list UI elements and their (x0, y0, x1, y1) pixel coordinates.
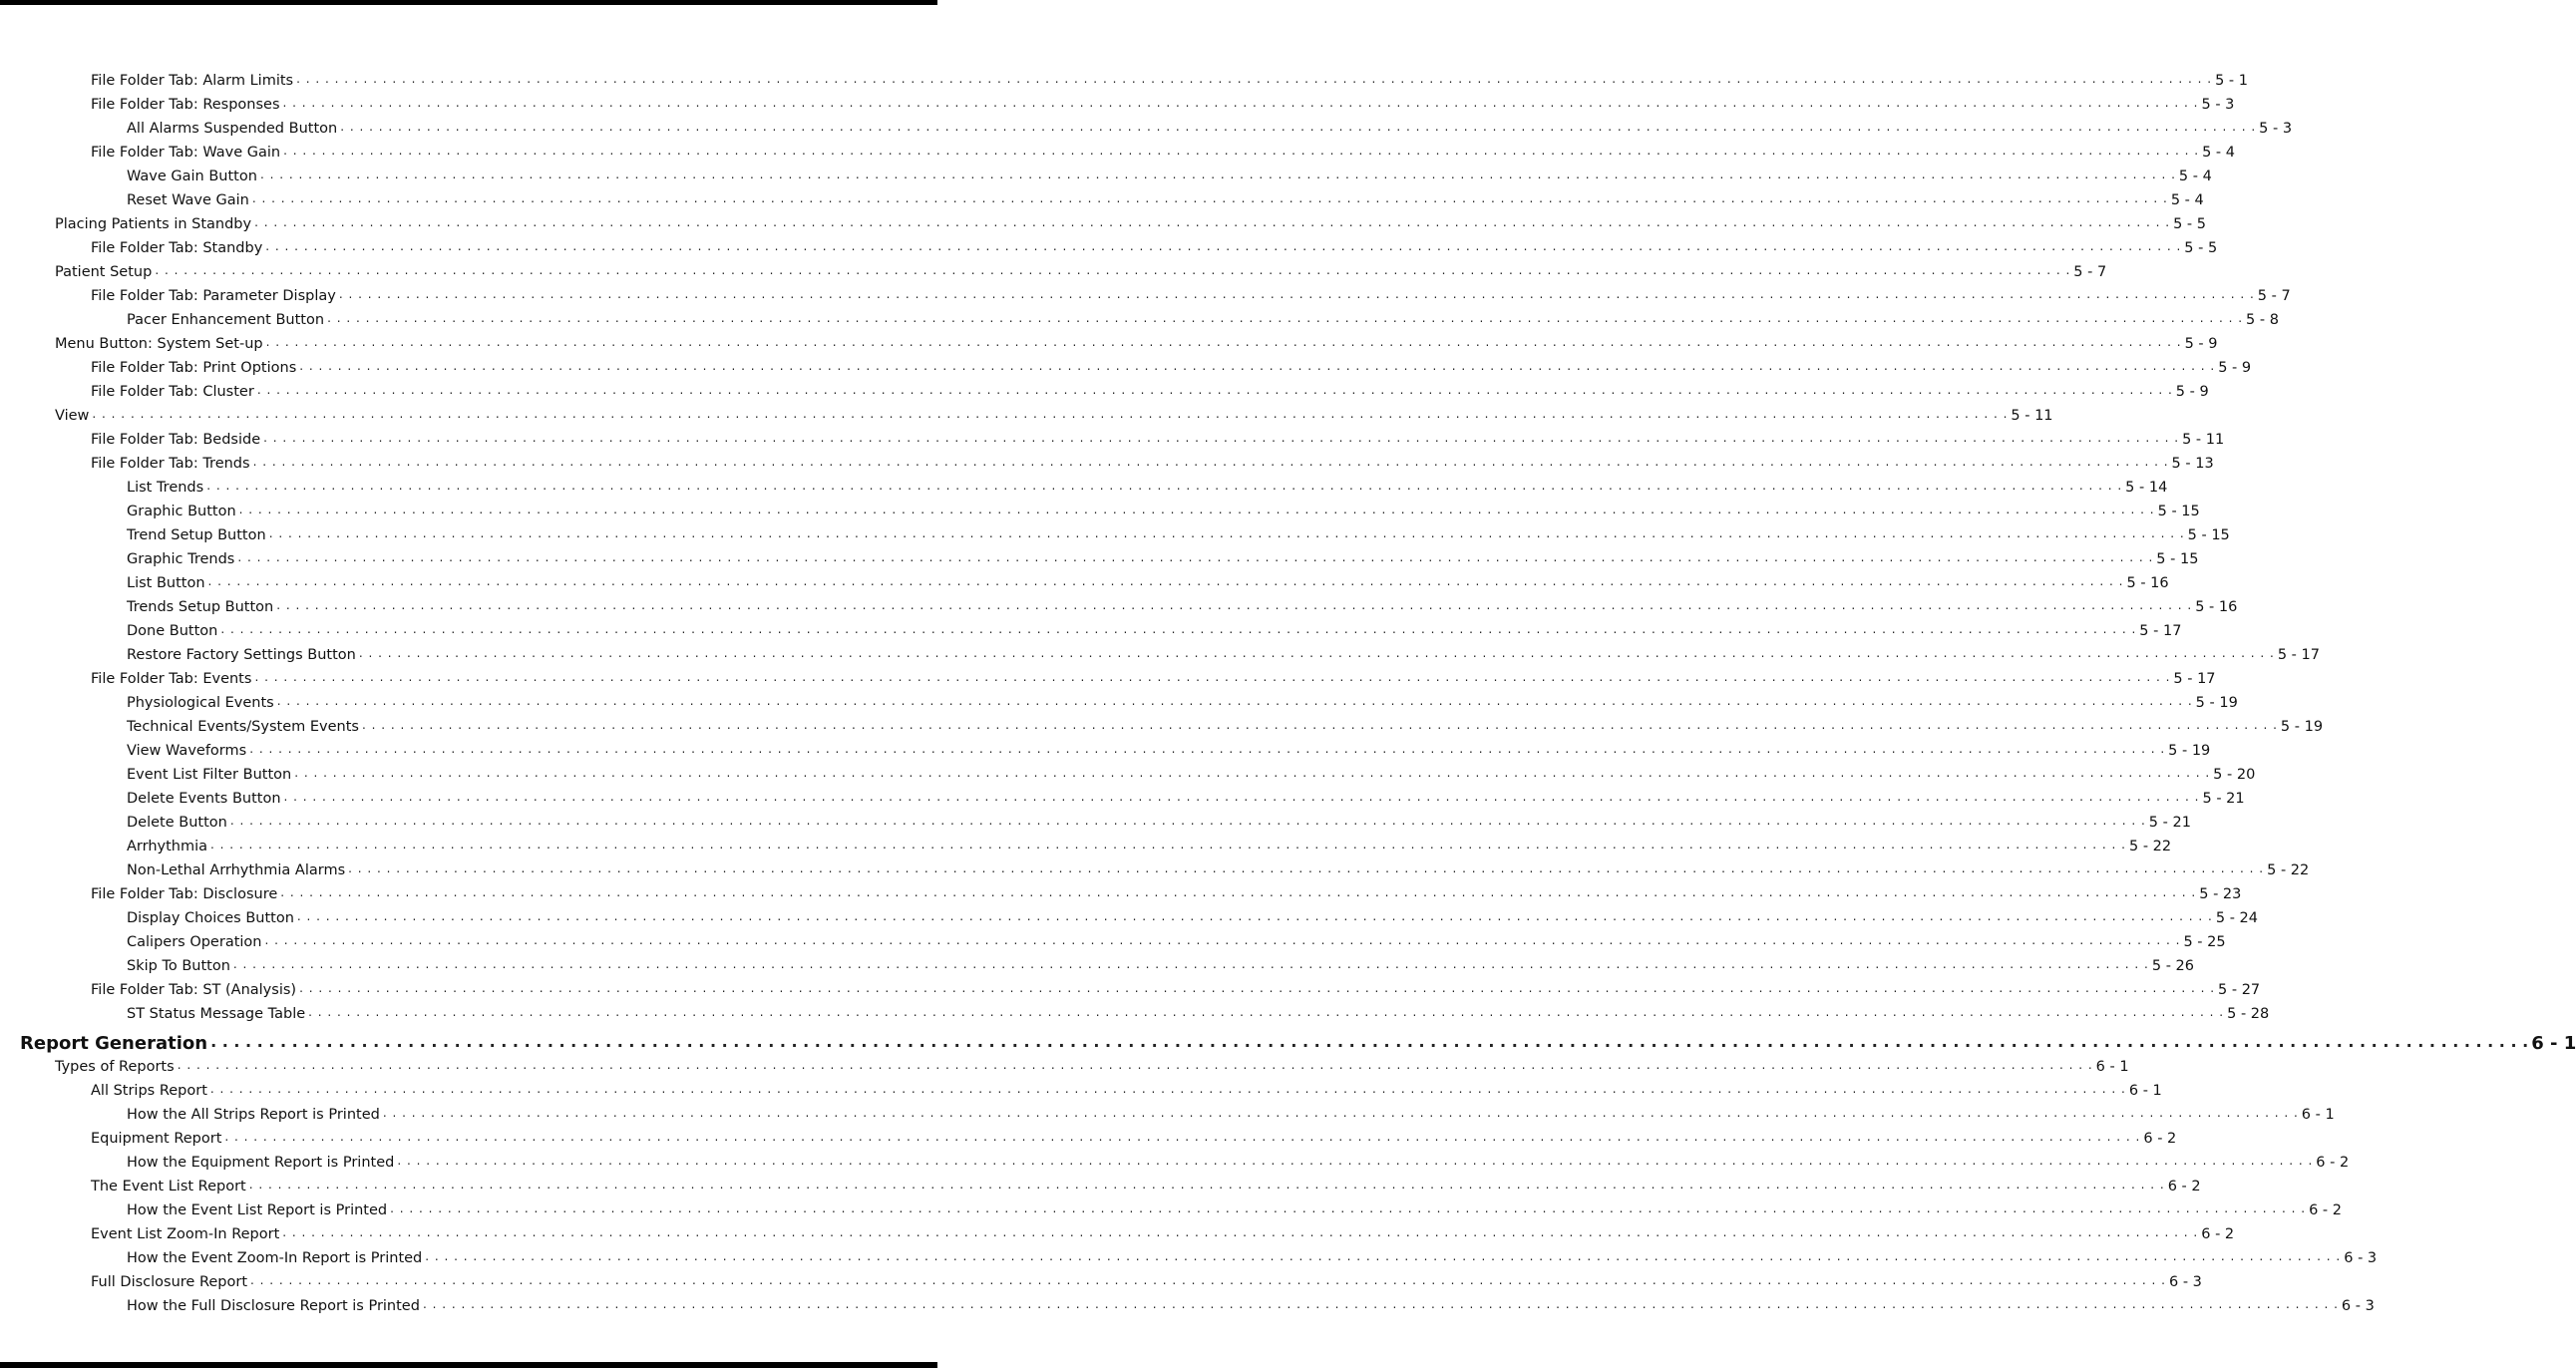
toc-entry-page: 6 - 2 (2309, 1202, 2342, 1218)
toc-entry-page: 5 - 22 (2267, 862, 2310, 878)
toc-entry[interactable] (0, 1243, 2378, 1267)
toc-entry-page: 5 - 22 (2129, 839, 2172, 855)
toc-entry-page: 5 - 5 (2173, 216, 2206, 232)
toc-entry-page: 6 - 1 (2531, 1033, 2576, 1054)
toc-leader-dots: . . . . . . . . . . . . . . . . . . . . . . . . . . . . . . . . . . . . . . . . . . . . . . . . . . . . . . . . . . . . . . . . . . . . . . . . . . . . . . . . . . . . . . . . . . . . . . . . . . . . . . . . . . . . . . . . . . . . . . . . . . . . . . . . . . . . . . . . . . . . . . . . . . . . . . . . . . . . . . . . . . . . . . . . . . . . . . . . . . . . . . . . . . . . . . . . . . . . . . . . (276, 694, 2193, 708)
toc-entry-title: Calipers Operation (127, 934, 264, 951)
toc-leader-dots: . . . . . . . . . . . . . . . . . . . . . . . . . . . . . . . . . . . . . . . . . . . . . . . . . . . . . . . . . . . . . . . . . . . . . . . . . . . . . . . . . . . . . . . . . . . . . . . . . . . . . . . . . . . . . . . . . . . . . . . . . . . . . . . . . . . . . . . . . . . . . . . . . . . . . . . . . . . . . . . . . . . . . . . . . . . . . . . . . . . . . . . . . . . . . . . . . . . . . . . . (283, 144, 2200, 158)
toc-entry-page: 5 - 8 (2246, 312, 2279, 328)
toc-leader-dots: . . . . . . . . . . . . . . . . . . . . . . . . . . . . . . . . . . . . . . . . . . . . . . . . . . . . . . . . . . . . . . . . . . . . . . . . . . . . . . . . . . . . . . . . . . . . . . . . . . . . . . . . . . . . . . . . . . . . . . . . . . . . . . . . . . . . . . . . . . . . . . . . . . . . . . . . . . . . . . . . . . . . . . . . . . . . . . . . . . . . . . . . . . . . . . . . . . . . . . . . (232, 957, 2149, 971)
toc-entry-title: Report Generation (20, 1035, 210, 1052)
toc-leader-dots: . . . . . . . . . . . . . . . . . . . . . . . . . . . . . . . . . . . . . . . . . . . . . . . . . . . . . . . . . . . . . . . . . . . . . . . . . . . . . . . . . . . . . . . . . . . . . . . . . . . . . . . . . . . . . . . . . . . . . . . . . . . . . . . . . . . . . . . . . . . . . . . . . . . . . . . . . . . . . . . . . . . . . . . . . . . . . . . . . . . . . . . . . . . . . . . . . . . . . . . . (340, 120, 2257, 134)
toc-entry[interactable] (0, 784, 2245, 808)
toc-entry[interactable] (0, 377, 2209, 401)
toc-leader-dots: . . . . . . . . . . . . . . . . . . . . . . . . . . . . . . . . . . . . . . . . . . . . . . . . . . . . . . . . . . . . . . . . . . . . . . . . . . . . . . . . . . . . . . . . . . . . . . . . . . . . . . . . . . . . . . . . . . . . . . . . . . . . . . . . . . . . . . . . . . . . . . . . . . . . . . . . . . . . . . . . . . . . . . . . . . . . . . . . . . . . . . . . . . . . . . . . . . . . . . . . (397, 1154, 2314, 1168)
toc-entry-page: 5 - 28 (2227, 1006, 2270, 1022)
toc-entry-title: File Folder Tab: Parameter Display (91, 288, 339, 305)
toc-leader-dots: . . . . . . . . . . . . . . . . . . . . . . . . . . . . . . . . . . . . . . . . . . . . . . . . . . . . . . . . . . . . . . . . . . . . . . . . . . . . . . . . . . . . . . . . . . . . . . . . . . . . . . . . . . . . . . . . . . . . . . . . . . . . . . . . . . . . . . . . . . . . . . . . . . . . . . . . . . . . . . . . . . . . . . . . . . . . . . . . . . . . . . . . . . . . . . . . . . . . . . . . (422, 1297, 2339, 1311)
toc-entry-page: 6 - 2 (2201, 1226, 2235, 1242)
toc-entry[interactable] (0, 1052, 2129, 1076)
toc-entry[interactable] (0, 688, 2238, 712)
toc-entry-title: File Folder Tab: Standby (91, 240, 265, 257)
toc-entry-page: 6 - 2 (2316, 1155, 2350, 1171)
toc-entry[interactable] (0, 760, 2256, 784)
toc-entry-title: Pacer Enhancement Button (127, 312, 327, 329)
toc-entry-title: Arrhythmia (127, 839, 210, 855)
toc-leader-dots: . . . . . . . . . . . . . . . . . . . . . . . . . . . . . . . . . . . . . . . . . . . . . . . . . . . . . . . . . . . . . . . . . . . . . . . . . . . . . . . . . . . . . . . . . . . . . . . . . . . . . . . . . . . . . . . . . . . . . . . . . . . . . . . . . . . . . . . . . . . . . . . . . . . . . . . . . . . . . . . . . . . . . . . . . . . . . . . . . . . . . . . . . . . . . . . . . . . . . . . . (256, 383, 2173, 397)
toc-entry[interactable] (0, 114, 2293, 138)
toc-entry-title: How the Event Zoom-In Report is Printed (127, 1250, 425, 1267)
toc-entry-page: 5 - 15 (2187, 527, 2230, 543)
toc-entry-title: Trends Setup Button (127, 599, 276, 616)
toc-leader-dots: . . . . . . . . . . . . . . . . . . . . . . . . . . . . . . . . . . . . . . . . . . . . . . . . . . . . . . . . . . . . . . . . . . . . . . . . . . . . . . . . . . . . . . . . . . . . . . . . . . . . . . . . . . . . . . . . . . . . . . . . . . . . . . . . . . . . . . . . . . . . . . . . . . . . . . . . . . . . . . . . . . . . . . . . . . . . . . . . . . . . . . . . . . . . . . . . . . . . . . . . (238, 503, 2155, 516)
toc-entry-title: File Folder Tab: ST (Analysis) (91, 982, 299, 999)
toc-leader-dots: . . . . . . . . . . . . . . . . . . . . . . . . . . . . . . . . . . . . . . . . . . . . . . . . . . . . . . . . . . . . . . . . . . . . . . . . . . . . . . . . . . . . . . . . . . . . . . . . . . . . . . . . . . . . . . . . . . . . . . . . . . . . . . . . . . . . . . . . . . . . . . . . . . . . . . . . . . . . . . . . . . . . . . . . . . . . . . . . . . . . . . . . . . . . . . . . . . . . . . . . (299, 359, 2216, 373)
toc-leader-dots: . . . . . . . . . . . . . . . . . . . . . . . . . . . . . . . . . . . . . . . . . . . . . . . . . . . . . . . . . . . . . . . . . . . . . . . . . . . . . . . . . . . . . . . . . . . . . . . . . . . . . . . . . . . . . . . . . . . . . . . . . . . . . . . . . . . . . . . . . . . . . . . . . . . . . . . . . . . . . . . . . . . . . . . . . . . . . . . . . . . . . . . . . . . . . . . . . . . . . . . . (254, 215, 2171, 229)
toc-entry[interactable] (0, 353, 2252, 377)
toc-leader-dots: . . . . . . . . . . . . . . . . . . . . . . . . . . . . . . . . . . . . . . . . . . . . . . . . . . . . . . . . . . . . . . . . . . . . . . . . . . . . . . . . . . . . . . . . . . . . . . . . . . . . . . . . . . . . . . . . . . . . . . . . . . . . . . . . . . . . . . . . . . . . . . . . . . . . . . . . . . . . . . . . . . . . . . . . . . . . . . . . . . . . . . . . . . . . . . . . . . . . . . . . (338, 287, 2255, 301)
toc-leader-dots: . . . . . . . . . . . . . . . . . . . . . . . . . . . . . . . . . . . . . . . . . . . . . . . . . . . . . . . . . . . . . . . . . . . . . . . . . . . . . . . . . . . . . . . . . . . . . . . . . . . . . . . . . . . . . . . . . . . . . . . . . . . . . . . . . . . . . . . . . . . . . . . . . . . . . . . . . . . . . . . . . . . . . . . . . . . . . . . . . . . . . . . . . . . . . . . . . . . . . . . . (308, 1005, 2225, 1019)
toc-leader-dots: . . . . . . . . . . . . . . . . . . . . . . . . . . . . . . . . . . . . . . . . . . . . . . . . . . . . . . . . . . . . . . . . . . . . . . . . . . . . . . . . . . . . . . . . . . . . . . . . . . . . . . . . . . . . . . . . . . . . . . . . . . . . . . . . . . . . . . . . . . . . . . . . . . . . . . . . . . . . . . . . . . . . . . . . . . . . . . . . . . . . . . . . . . . . . . . . . . . . . . . . (206, 479, 2123, 493)
toc-entry-page: 5 - 4 (2202, 145, 2235, 161)
toc-entry[interactable] (0, 425, 2225, 449)
toc-entry-title: List Button (127, 575, 208, 592)
toc-leader-dots: . . . . . . . . . . . . . . . . . . . . . . . . . . . . . . . . . . . . . . . . . . . . . . . . . . . . . . . . . . . . . . . . . . . . . . . . . . . . . . . . . . . . . . . . . . . . . . . . . . . . . . . . . . . . . . . . . . . . . . . . . . . . . . . . . . . . . . . . . . . . . . . . . . . . . . . . . . . . . . . . . . . . . . . . . . . . . . . . . . . . . . . . . . . . . . . . . . . . . . . . (348, 861, 2265, 875)
toc-leader-dots: . . . . . . . . . . . . . . . . . . . . . . . . . . . . . . . . . . . . . . . . . . . . . . . . . . . . . . . . . . . . . . . . . . . . . . . . . . . . . . . . . . . . . . . . . . . . . . . . . . . . . . . . . . . . . . . . . . . . . . . . . . . . . . . . . . . . . . . . . . . . . . . . . . . . . . . . . . . . . . . . . . . . . . . . . . . . . . . . . . . . . . . . . . . . . . . . . . . . . . . . (296, 72, 2213, 86)
bottom-rule (0, 1362, 937, 1368)
toc-entry-page: 6 - 3 (2168, 1274, 2202, 1290)
toc-entry-page: 5 - 19 (2280, 719, 2324, 735)
toc-entry-title: The Event List Report (91, 1179, 249, 1196)
toc-leader-dots: . . . . . . . . . . . . . . . . . . . . . . . . . . . . . . . . . . . . . . . . . . . . . . . . . . . . . . . . . . . . . . . . . . . . . . . . . . . . . . . . . . . . . . . . . . . . . . . . . . . . . . . . . . . . . . . . . . . . . . . . . . . . . . . . . . . . . . . . . . . . . . . . . . . . . . . . . . . . . . . . . . . . . . . . . . . . . . . . . . . . . . . . . . . . . . . . . . . . . . . . (254, 670, 2171, 684)
toc-entry-title: Graphic Trends (127, 551, 237, 568)
toc-entry-title: File Folder Tab: Responses (91, 97, 283, 114)
toc-leader-dots: . . . . . . . . . . . . . . . . . . . . . . . . . . . . . . . . . . . . . . . . . . . . . . . . . . . . . . . . . . . . . . . . . . . . . . . . . . . . . . . . . . . . . . . . . . . . . . . . . . . . . . . . . . . . . . . . . . . . . . . . . . . . . . . . . . . . . . . . . . . . . . . . . . . . . . . . . . . . . . . . . . . . . . . . . . . . . . . . . . . . . . . . . . . . . . . . . . . . . . . . (361, 718, 2278, 732)
toc-leader-dots: . . . . . . . . . . . . . . . . . . . . . . . . . . . . . . . . . . . . . . . . . . . . . . . . . . . . . . . . . . . . . . . . . . . . . . . . . . . . . . . . . . . . . . . . . . . . . . . . . . . . . . . . . . . . . . . . . . . . . . . . . . . . . . . . . . . . . . . . . . . . . . . . . . . . . . . . . . . . . . . . . . . . . . . . . . . . . . . . . . . . . . . . . . . . . . . . . . . . . . . . (282, 96, 2199, 110)
toc-entry[interactable] (0, 185, 2204, 209)
toc-entry[interactable] (0, 927, 2226, 951)
toc-entry-page: 5 - 3 (2201, 97, 2235, 113)
toc-entry-page: 6 - 3 (2341, 1298, 2375, 1314)
toc-entry-title: Event List Zoom-In Report (91, 1226, 282, 1243)
toc-entry-page: 5 - 3 (2259, 121, 2293, 137)
toc-entry-page: 5 - 25 (2183, 934, 2226, 950)
toc-leader-dots: . . . . . . . . . . . . . . . . . . . . . . . . . . . . . . . . . . . . . . . . . . . . . . . . . . . . . . . . . . . . . . . . . . . . . . . . . . . . . . . . . . . . . . . . . . . . . . . . . . . . . . . . . . . . . . . . . . . . . . . . . . . . . . . . . . . . . . . . . . . . . . . . . . . . . . . . . . . . . . . . . . . . . . . . . . . . . . . . . . . . . . . . . . . . . . . . . . . . . . . . (155, 263, 2071, 277)
toc-entry-page: 6 - 1 (2301, 1107, 2335, 1123)
toc-entry-title: All Strips Report (91, 1083, 210, 1100)
toc-leader-dots: . . . . . . . . . . . . . . . . . . . . . . . . . . . . . . . . . . . . . . . . . . . . . . . . . . . . . . . . . . . . . . . . . . . . . . . . . . . . . . . . . . . . . . . . . . . . . . . . . . . . . . . . . . . . . . . . . . . . . . . . . . . . . . . . . . . . . . . . . . . . . . . . . . . . . . . . . . . . . . . . . . . . . . . . . . . . . . . . . . . . . . . . . . . . . . . . . . . . . . . . (207, 574, 2124, 588)
toc-entry-page: 5 - 20 (2213, 767, 2256, 783)
toc-entry[interactable] (0, 233, 2218, 257)
toc-entry[interactable] (0, 473, 2168, 497)
toc-leader-dots: . . . . . . . . . . . . . . . . . . . . . . . . . . . . . . . . . . . . . . . . . . . . . . . . . . . . . . . . . . . . . . . . . . . . . . . . . . . . . . . . . . . . . . . . . . . . . . . . . . . . . . . . . . . . . . . . . . . . . . . . . . . . . . . . . . . . . . . . . . . . . . . . . . . . . . . . . . . . . . . . . . . . . . . . . . . . . . . . . . . . . . . . . . . . . . . . . . . . . . . . (237, 550, 2154, 564)
toc-leader-dots: . . . . . . . . . . . . . . . . . . . . . . . . . . . . . . . . . . . . . . . . . . . . . . . . . . . . . . . . . . . . . . . . . . . . . . . . . . . . . . . . . . . . . . . . . . . . . . . . . . . . . . . . . . . . . . . . . . . . . . . . . . . . . . . . . . . . . . . . . . . . . . . . . . . . . . . . . . . . . . . . . . . . . . . . . . . . . . . . . . . . . . . . . . . . . . . . . . . . . . . . (425, 1249, 2342, 1263)
toc-entry-title: Technical Events/System Events (127, 719, 362, 736)
toc-entry-title: File Folder Tab: Events (91, 671, 254, 688)
toc-entry-title: Physiological Events (127, 695, 277, 712)
toc-entry[interactable] (0, 832, 2172, 855)
toc-entry-page: 5 - 24 (2215, 910, 2259, 926)
toc-entry-page: 5 - 19 (2195, 695, 2238, 711)
toc-entry-title: Done Button (127, 623, 220, 640)
toc-leader-dots: . . . . . . . . . . . . . . . . . . . . . . . . . . . . . . . . . . . . . . . . . . . . . . . . . . . . . . . . . . . . . . . . . . . . . . . . . . . . . . . . . . . . . . . . . . . . . . . . . . . . . . . . . . . . . . . . . . . . . . . . . . . . . . . . . . . . . . . . . . . . . . . . . . . . . . . . . . . . . . . . . . . . . . . . . . . . . . . . . . . . . . . . . . . . . . . . . . . . . . . . (177, 1058, 2093, 1072)
toc-entry-page: 5 - 13 (2171, 456, 2214, 472)
toc-entry-title: How the Full Disclosure Report is Printed (127, 1298, 423, 1315)
toc-entry-page: 5 - 17 (2139, 623, 2182, 639)
toc-entry-title: Patient Setup (55, 264, 155, 281)
toc-entry[interactable] (0, 138, 2235, 162)
toc-entry[interactable] (0, 951, 2194, 975)
toc-entry-page: 5 - 16 (2126, 575, 2169, 591)
toc-entry-page: 5 - 4 (2178, 169, 2212, 184)
toc-entry[interactable] (0, 401, 2053, 425)
toc-entry-page: 5 - 9 (2218, 360, 2252, 376)
toc-entry-title: Equipment Report (91, 1131, 224, 1148)
toc-leader-dots: . . . . . . . . . . . . . . . . . . . . . . . . . . . . . . . . . . . . . . . . . . . . . . . . . . . . . . . . . . . . . . . . . . . . . . . . . . . . . . . . . . . . . . . . . . . . . . . . . . . . . . . . . . . . . . . . . . . . . . . . . . . . . . . . . . . . . . . . . . . . . . . . . . . . . . . . . . . . . . . . . . . . . . . . . . . . . . . . . . . . . . . . . . . . . . . . . . . . . . . . (296, 909, 2213, 923)
toc-leader-dots: . . . . . . . . . . . . . . . . . . . . . . . . . . . . . . . . . . . . . . . . . . . . . . . . . . . . . . . . . . . . . . . . . . . . . . . . . . . . . . . . . . . . . . . . . . . . . . . . . . . . . . . . . . . . . . . . . . . . . . . . . . . . . . . . . . . . . . . . . . . . . . . . . . . . . . . . . . . . . . . . . . . . . . . . . . . . . . . . . . . . . . . . . . . . . . . . . . . . . . . . (268, 526, 2185, 540)
toc-entry[interactable] (0, 879, 2242, 903)
toc-entry-title: Full Disclosure Report (91, 1274, 250, 1291)
toc-entry[interactable] (0, 592, 2238, 616)
toc-entry[interactable] (0, 736, 2211, 760)
toc-entry-title: File Folder Tab: Bedside (91, 432, 263, 449)
toc-entry-page: 5 - 14 (2125, 480, 2168, 496)
toc-entry[interactable] (0, 544, 2199, 568)
toc-entry-title: Event List Filter Button (127, 767, 294, 784)
toc-entry-page: 5 - 1 (2215, 73, 2248, 89)
toc-entry-title: File Folder Tab: Wave Gain (91, 145, 283, 162)
toc-entry[interactable] (0, 449, 2214, 473)
toc-leader-dots: . . . . . . . . . . . . . . . . . . . . . . . . . . . . . . . . . . . . . . . . . . . . . . . . . . . . . . . . . . . . . . . . . . . . . . . . . . . . . . . . . . . . . . . . . . . . . . . . . . . . . . . . . . . . . . . . . . . . . . . . . . . . . . . . . . . . . . . . . . . . . . . . . . . . . . . . . . . . . . . . . . . . . . . . . . . . . . . . . . . . . . . . . . . . . . . . . . . . . . . . (252, 455, 2169, 469)
toc-entry-page: 5 - 9 (2175, 384, 2209, 400)
toc-entry-page: 5 - 16 (2195, 599, 2238, 615)
toc-entry-page: 5 - 21 (2148, 815, 2191, 831)
toc-entry-page: 5 - 17 (2173, 671, 2216, 687)
toc-entry-title: File Folder Tab: Print Options (91, 360, 299, 377)
toc-entry-title: How the Equipment Report is Printed (127, 1155, 397, 1172)
toc-entry[interactable] (0, 808, 2191, 832)
toc-entry-title: List Trends (127, 480, 206, 497)
toc-entry-title: Wave Gain Button (127, 169, 260, 185)
toc-leader-dots: . . . . . . . . . . . . . . . . . . . . . . . . . . . . . . . . . . . . . . . . . . . . . . . . . . . . . . . . . . . . . . . . . . . . . . . . . . . . . . . . . . . . . . . . . . . . . . . . . . . . . . . . . . . . . . . . . . . . . . . . . . . . . . . . . . . . . . . . . . . . . . . . . . . . . . . . . . . . . . . . . . . . . . . . . . . . . . . . . . . . . . . . . . . . . . . . . . . . . . . . (209, 1082, 2126, 1096)
toc-entry[interactable] (0, 305, 2279, 329)
toc-entry-page: 6 - 3 (2344, 1250, 2378, 1266)
toc-entry-title: Graphic Button (127, 504, 239, 520)
toc-entry-title: ST Status Message Table (127, 1006, 308, 1023)
toc-entry-page: 5 - 9 (2184, 336, 2218, 352)
toc-entry-title: File Folder Tab: Disclosure (91, 886, 280, 903)
toc-leader-dots: . . . . . . . . . . . . . . . . . . . . . . . . . . . . . . . . . . . . . . . . . . . . . . . . . . . . . . . . . . . . . . . . . . . . . . . . . . . . . . . . . . . . . . . . . . . . . . . . . . . . . . . . . . . . . . . . . . . . . . . . . . . . . . . . . . . . . . . . . . . . . . . . . . . . . . . . . . . . . . . . . . . . . . . . . . . . . . . . . . . . . . . . . . . . . . . . . . . . . . . . (276, 598, 2193, 612)
toc-entry-page: 6 - 1 (2128, 1083, 2162, 1099)
toc-entry[interactable] (0, 1219, 2235, 1243)
toc-entry[interactable] (0, 66, 2248, 90)
toc-entry[interactable] (0, 497, 2200, 520)
toc-entry-page: 5 - 26 (2151, 958, 2194, 974)
toc-entry[interactable] (0, 1291, 2375, 1315)
toc-entry-title: File Folder Tab: Trends (91, 456, 253, 473)
toc-leader-dots: . . . . . . . . . . . . . . . . . . . . . . . . . . . . . . . . . . . . . . . . . . . . . . . . . . . . . . . . . . . . . . . . . . . . . . . . . . . . . . . . . . . . . . . . . . . . . . . . . . . . . . . . . . . . . . . . . . . . . . . . . . . . . . . . . . . . . . . . . . . . . . . . . . . . . . . . . . . . . . . . . . . . . . . . . . . . . . . . . . . . . . . . . . . . . . . . . . . . . . . . (210, 1032, 2529, 1051)
toc-leader-dots: . . . . . . . . . . . . . . . . . . . . . . . . . . . . . . . . . . . . . . . . . . . . . . . . . . . . . . . . . . . . . . . . . . . . . . . . . . . . . . . . . . . . . . . . . . . . . . . . . . . . . . . . . . . . . . . . . . . . . . . . . . . . . . . . . . . . . . . . . . . . . . . . . . . . . . . . . . . . . . . . . . . . . . . . . . . . . . . . . . . . . . . . . . . . . . . . . . . . . . . . (358, 646, 2275, 660)
toc-entry-page: 5 - 7 (2257, 288, 2291, 304)
toc-entry-title: Types of Reports (55, 1059, 178, 1076)
toc-entry-title: Display Choices Button (127, 910, 297, 927)
toc-entry-page: 6 - 1 (2095, 1059, 2129, 1075)
toc-entry[interactable] (0, 90, 2235, 114)
toc-entry[interactable] (0, 568, 2169, 592)
toc-entry[interactable] (0, 1076, 2162, 1100)
toc-leader-dots: . . . . . . . . . . . . . . . . . . . . . . . . . . . . . . . . . . . . . . . . . . . . . . . . . . . . . . . . . . . . . . . . . . . . . . . . . . . . . . . . . . . . . . . . . . . . . . . . . . . . . . . . . . . . . . . . . . . . . . . . . . . . . . . . . . . . . . . . . . . . . . . . . . . . . . . . . . . . . . . . . . . . . . . . . . . . . . . . . . . . . . . . . . . . . . . . . . . . . . . . (263, 431, 2180, 445)
toc-leader-dots: . . . . . . . . . . . . . . . . . . . . . . . . . . . . . . . . . . . . . . . . . . . . . . . . . . . . . . . . . . . . . . . . . . . . . . . . . . . . . . . . . . . . . . . . . . . . . . . . . . . . . . . . . . . . . . . . . . . . . . . . . . . . . . . . . . . . . . . . . . . . . . . . . . . . . . . . . . . . . . . . . . . . . . . . . . . . . . . . . . . . . . . . . . . . . . . . . . . . . . . . (282, 1225, 2199, 1239)
toc-entry[interactable] (0, 209, 2206, 233)
toc-entry-page: 5 - 11 (2011, 408, 2053, 424)
toc-leader-dots: . . . . . . . . . . . . . . . . . . . . . . . . . . . . . . . . . . . . . . . . . . . . . . . . . . . . . . . . . . . . . . . . . . . . . . . . . . . . . . . . . . . . . . . . . . . . . . . . . . . . . . . . . . . . . . . . . . . . . . . . . . . . . . . . . . . . . . . . . . . . . . . . . . . . . . . . . . . . . . . . . . . . . . . . . . . . . . . . . . . . . . . . . . . . . . . . . . . . . . . . (229, 814, 2146, 828)
toc-entry-title: View Waveforms (127, 743, 249, 760)
toc-entry-title: Skip To Button (127, 958, 233, 975)
toc-entry-title: File Folder Tab: Cluster (91, 384, 257, 401)
toc-leader-dots: . . . . . . . . . . . . . . . . . . . . . . . . . . . . . . . . . . . . . . . . . . . . . . . . . . . . . . . . . . . . . . . . . . . . . . . . . . . . . . . . . . . . . . . . . . . . . . . . . . . . . . . . . . . . . . . . . . . . . . . . . . . . . . . . . . . . . . . . . . . . . . . . . . . . . . . . . . . . . . . . . . . . . . . . . . . . . . . . . . . . . . . . . . . . . . . . . . . . . . . . (210, 838, 2126, 852)
toc-entry-page: 5 - 21 (2202, 791, 2245, 807)
toc-entry[interactable] (0, 329, 2218, 353)
toc-entry-page: 5 - 17 (2277, 647, 2320, 663)
toc-entry-page: 5 - 15 (2156, 551, 2199, 567)
toc-entry-page: 6 - 2 (2167, 1179, 2201, 1195)
toc-entry[interactable] (0, 999, 2270, 1023)
top-rule (0, 0, 937, 5)
toc-entry[interactable] (0, 855, 2310, 879)
toc-leader-dots: . . . . . . . . . . . . . . . . . . . . . . . . . . . . . . . . . . . . . . . . . . . . . . . . . . . . . . . . . . . . . . . . . . . . . . . . . . . . . . . . . . . . . . . . . . . . . . . . . . . . . . . . . . . . . . . . . . . . . . . . . . . . . . . . . . . . . . . . . . . . . . . . . . . . . . . . . . . . . . . . . . . . . . . . . . . . . . . . . . . . . . . . . . . . . . . . . . . . . . . . (249, 742, 2166, 756)
toc-leader-dots: . . . . . . . . . . . . . . . . . . . . . . . . . . . . . . . . . . . . . . . . . . . . . . . . . . . . . . . . . . . . . . . . . . . . . . . . . . . . . . . . . . . . . . . . . . . . . . . . . . . . . . . . . . . . . . . . . . . . . . . . . . . . . . . . . . . . . . . . . . . . . . . . . . . . . . . . . . . . . . . . . . . . . . . . . . . . . . . . . . . . . . . . . . . . . . . . . . . . . . . . (382, 1106, 2299, 1120)
toc-entry-page: 5 - 23 (2199, 886, 2242, 902)
toc-chapter-entry[interactable] (0, 1023, 2576, 1054)
toc-leader-dots: . . . . . . . . . . . . . . . . . . . . . . . . . . . . . . . . . . . . . . . . . . . . . . . . . . . . . . . . . . . . . . . . . . . . . . . . . . . . . . . . . . . . . . . . . . . . . . . . . . . . . . . . . . . . . . . . . . . . . . . . . . . . . . . . . . . . . . . . . . . . . . . . . . . . . . . . . . . . . . . . . . . . . . . . . . . . . . . . . . . . . . . . . . . . . . . . . . . . . . . . (250, 1273, 2166, 1287)
toc-leader-dots: . . . . . . . . . . . . . . . . . . . . . . . . . . . . . . . . . . . . . . . . . . . . . . . . . . . . . . . . . . . . . . . . . . . . . . . . . . . . . . . . . . . . . . . . . . . . . . . . . . . . . . . . . . . . . . . . . . . . . . . . . . . . . . . . . . . . . . . . . . . . . . . . . . . . . . . . . . . . . . . . . . . . . . . . . . . . . . . . . . . . . . . . . . . . . . . . . . . . . . . . (280, 885, 2197, 899)
toc-entry-title: Placing Patients in Standby (55, 216, 254, 233)
table-of-contents (0, 66, 2576, 1315)
toc-entry-title: File Folder Tab: Alarm Limits (91, 73, 296, 90)
toc-leader-dots: . . . . . . . . . . . . . . . . . . . . . . . . . . . . . . . . . . . . . . . . . . . . . . . . . . . . . . . . . . . . . . . . . . . . . . . . . . . . . . . . . . . . . . . . . . . . . . . . . . . . . . . . . . . . . . . . . . . . . . . . . . . . . . . . . . . . . . . . . . . . . . . . . . . . . . . . . . . . . . . . . . . . . . . . . . . . . . . . . . . . . . . . . . . . . . . . . . . . . . . . (294, 766, 2211, 780)
toc-leader-dots: . . . . . . . . . . . . . . . . . . . . . . . . . . . . . . . . . . . . . . . . . . . . . . . . . . . . . . . . . . . . . . . . . . . . . . . . . . . . . . . . . . . . . . . . . . . . . . . . . . . . . . . . . . . . . . . . . . . . . . . . . . . . . . . . . . . . . . . . . . . . . . . . . . . . . . . . . . . . . . . . . . . . . . . . . . . . . . . . . . . . . . . . . . . . . . . . . . . . . . . . (259, 168, 2176, 181)
toc-leader-dots: . . . . . . . . . . . . . . . . . . . . . . . . . . . . . . . . . . . . . . . . . . . . . . . . . . . . . . . . . . . . . . . . . . . . . . . . . . . . . . . . . . . . . . . . . . . . . . . . . . . . . . . . . . . . . . . . . . . . . . . . . . . . . . . . . . . . . . . . . . . . . . . . . . . . . . . . . . . . . . . . . . . . . . . . . . . . . . . . . . . . . . . . . . . . . . . . . . . . . . . . (264, 933, 2181, 947)
toc-leader-dots: . . . . . . . . . . . . . . . . . . . . . . . . . . . . . . . . . . . . . . . . . . . . . . . . . . . . . . . . . . . . . . . . . . . . . . . . . . . . . . . . . . . . . . . . . . . . . . . . . . . . . . . . . . . . . . . . . . . . . . . . . . . . . . . . . . . . . . . . . . . . . . . . . . . . . . . . . . . . . . . . . . . . . . . . . . . . . . . . . . . . . . . . . . . . . . . . . . . . . . . . (224, 1130, 2141, 1144)
toc-entry[interactable] (0, 1100, 2335, 1124)
toc-leader-dots: . . . . . . . . . . . . . . . . . . . . . . . . . . . . . . . . . . . . . . . . . . . . . . . . . . . . . . . . . . . . . . . . . . . . . . . . . . . . . . . . . . . . . . . . . . . . . . . . . . . . . . . . . . . . . . . . . . . . . . . . . . . . . . . . . . . . . . . . . . . . . . . . . . . . . . . . . . . . . . . . . . . . . . . . . . . . . . . . . . . . . . . . . . . . . . . . . . . . . . . . (251, 191, 2168, 205)
toc-entry[interactable] (0, 903, 2259, 927)
toc-entry[interactable] (0, 664, 2216, 688)
toc-leader-dots: . . . . . . . . . . . . . . . . . . . . . . . . . . . . . . . . . . . . . . . . . . . . . . . . . . . . . . . . . . . . . . . . . . . . . . . . . . . . . . . . . . . . . . . . . . . . . . . . . . . . . . . . . . . . . . . . . . . . . . . . . . . . . . . . . . . . . . . . . . . . . . . . . . . . . . . . . . . . . . . . . . . . . . . . . . . . . . . . . . . . . . . . . . . . . . . . . . . . . . . . (92, 407, 2009, 421)
toc-entry-page: 5 - 7 (2073, 264, 2107, 280)
toc-entry[interactable] (0, 616, 2182, 640)
toc-leader-dots: . . . . . . . . . . . . . . . . . . . . . . . . . . . . . . . . . . . . . . . . . . . . . . . . . . . . . . . . . . . . . . . . . . . . . . . . . . . . . . . . . . . . . . . . . . . . . . . . . . . . . . . . . . . . . . . . . . . . . . . . . . . . . . . . . . . . . . . . . . . . . . . . . . . . . . . . . . . . . . . . . . . . . . . . . . . . . . . . . . . . . . . . . . . . . . . . . . . . . . . . (390, 1201, 2307, 1215)
toc-entry-title: Menu Button: System Set-up (55, 336, 266, 353)
toc-entry[interactable] (0, 1267, 2202, 1291)
toc-entry[interactable] (0, 712, 2324, 736)
toc-entry-page: 5 - 11 (2182, 432, 2225, 448)
toc-entry-title: Reset Wave Gain (127, 192, 252, 209)
toc-entry[interactable] (0, 1148, 2350, 1172)
toc-entry-page: 5 - 15 (2157, 504, 2200, 519)
toc-entry-title: Restore Factory Settings Button (127, 647, 359, 664)
toc-entry-title: View (55, 408, 92, 425)
toc-entry-title: How the All Strips Report is Printed (127, 1107, 383, 1124)
toc-entry-page: 6 - 2 (2143, 1131, 2177, 1147)
toc-entry[interactable] (0, 162, 2212, 185)
toc-entry[interactable] (0, 1124, 2177, 1148)
toc-leader-dots: . . . . . . . . . . . . . . . . . . . . . . . . . . . . . . . . . . . . . . . . . . . . . . . . . . . . . . . . . . . . . . . . . . . . . . . . . . . . . . . . . . . . . . . . . . . . . . . . . . . . . . . . . . . . . . . . . . . . . . . . . . . . . . . . . . . . . . . . . . . . . . . . . . . . . . . . . . . . . . . . . . . . . . . . . . . . . . . . . . . . . . . . . . . . . . . . . . . . . . . . (299, 981, 2216, 995)
toc-leader-dots: . . . . . . . . . . . . . . . . . . . . . . . . . . . . . . . . . . . . . . . . . . . . . . . . . . . . . . . . . . . . . . . . . . . . . . . . . . . . . . . . . . . . . . . . . . . . . . . . . . . . . . . . . . . . . . . . . . . . . . . . . . . . . . . . . . . . . . . . . . . . . . . . . . . . . . . . . . . . . . . . . . . . . . . . . . . . . . . . . . . . . . . . . . . . . . . . . . . . . . . . (265, 335, 2182, 349)
toc-entry[interactable] (0, 520, 2230, 544)
toc-entry-title: How the Event List Report is Printed (127, 1202, 390, 1219)
toc-entry[interactable] (0, 281, 2291, 305)
toc-leader-dots: . . . . . . . . . . . . . . . . . . . . . . . . . . . . . . . . . . . . . . . . . . . . . . . . . . . . . . . . . . . . . . . . . . . . . . . . . . . . . . . . . . . . . . . . . . . . . . . . . . . . . . . . . . . . . . . . . . . . . . . . . . . . . . . . . . . . . . . . . . . . . . . . . . . . . . . . . . . . . . . . . . . . . . . . . . . . . . . . . . . . . . . . . . . . . . . . . . . . . . . . (220, 622, 2137, 636)
toc-entry[interactable] (0, 975, 2261, 999)
toc-entry[interactable] (0, 1196, 2342, 1219)
toc-entry-page: 5 - 19 (2168, 743, 2211, 759)
toc-entry[interactable] (0, 640, 2320, 664)
toc-entry-title: Delete Button (127, 815, 230, 832)
toc-entry[interactable] (0, 1172, 2201, 1196)
toc-entry-title: Delete Events Button (127, 791, 284, 808)
toc-leader-dots: . . . . . . . . . . . . . . . . . . . . . . . . . . . . . . . . . . . . . . . . . . . . . . . . . . . . . . . . . . . . . . . . . . . . . . . . . . . . . . . . . . . . . . . . . . . . . . . . . . . . . . . . . . . . . . . . . . . . . . . . . . . . . . . . . . . . . . . . . . . . . . . . . . . . . . . . . . . . . . . . . . . . . . . . . . . . . . . . . . . . . . . . . . . . . . . . . . . . . . . . (327, 311, 2244, 325)
toc-entry-title: Trend Setup Button (127, 527, 269, 544)
toc-entry-page: 5 - 5 (2184, 240, 2218, 256)
toc-entry-title: All Alarms Suspended Button (127, 121, 340, 138)
toc-entry-title: Non-Lethal Arrhythmia Alarms (127, 862, 348, 879)
toc-leader-dots: . . . . . . . . . . . . . . . . . . . . . . . . . . . . . . . . . . . . . . . . . . . . . . . . . . . . . . . . . . . . . . . . . . . . . . . . . . . . . . . . . . . . . . . . . . . . . . . . . . . . . . . . . . . . . . . . . . . . . . . . . . . . . . . . . . . . . . . . . . . . . . . . . . . . . . . . . . . . . . . . . . . . . . . . . . . . . . . . . . . . . . . . . . . . . . . . . . . . . . . . (283, 790, 2200, 804)
toc-entry-page: 5 - 4 (2170, 192, 2204, 208)
toc-leader-dots: . . . . . . . . . . . . . . . . . . . . . . . . . . . . . . . . . . . . . . . . . . . . . . . . . . . . . . . . . . . . . . . . . . . . . . . . . . . . . . . . . . . . . . . . . . . . . . . . . . . . . . . . . . . . . . . . . . . . . . . . . . . . . . . . . . . . . . . . . . . . . . . . . . . . . . . . . . . . . . . . . . . . . . . . . . . . . . . . . . . . . . . . . . . . . . . . . . . . . . . . (265, 239, 2182, 253)
toc-entry[interactable] (0, 257, 2107, 281)
toc-leader-dots: . . . . . . . . . . . . . . . . . . . . . . . . . . . . . . . . . . . . . . . . . . . . . . . . . . . . . . . . . . . . . . . . . . . . . . . . . . . . . . . . . . . . . . . . . . . . . . . . . . . . . . . . . . . . . . . . . . . . . . . . . . . . . . . . . . . . . . . . . . . . . . . . . . . . . . . . . . . . . . . . . . . . . . . . . . . . . . . . . . . . . . . . . . . . . . . . . . . . . . . . (248, 1178, 2165, 1192)
toc-entry-page: 5 - 27 (2218, 982, 2261, 998)
